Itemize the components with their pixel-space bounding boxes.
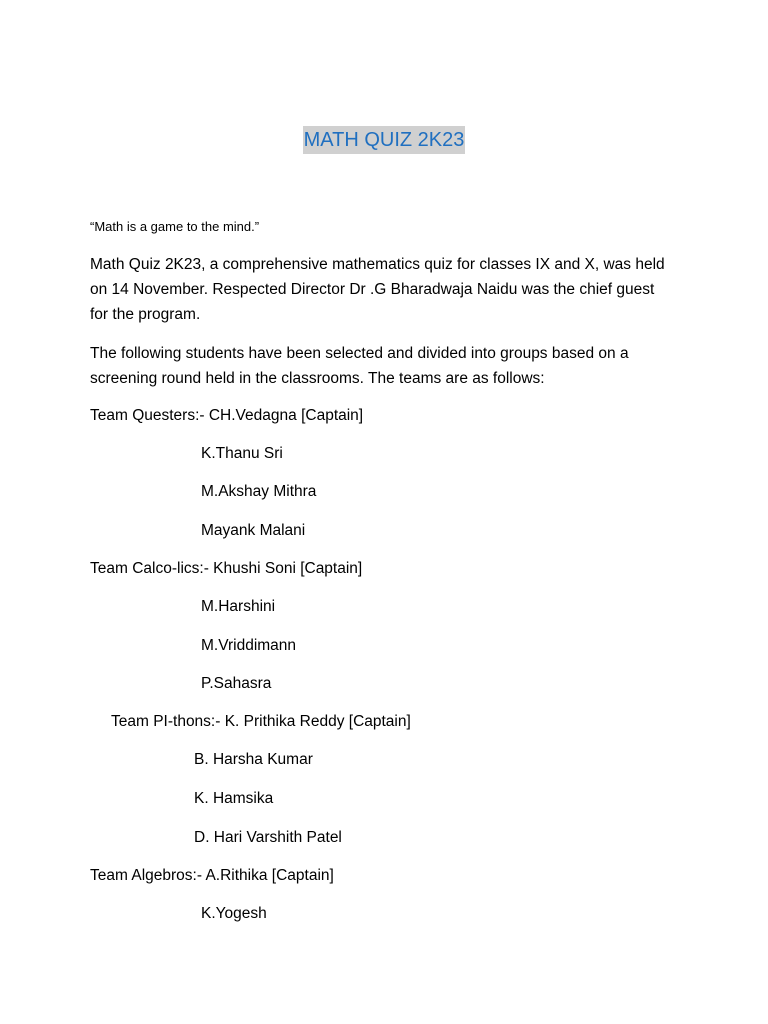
team-calcolics-header: Team Calco-lics:- Khushi Soni [Captain] xyxy=(90,560,363,577)
intro-paragraph xyxy=(90,252,690,327)
team-member: D. Hari Varshith Patel xyxy=(194,829,342,846)
team-member: K.Thanu Sri xyxy=(201,445,283,462)
title-container xyxy=(0,126,768,154)
team-member: P.Sahasra xyxy=(201,675,272,692)
selection-paragraph xyxy=(90,341,690,391)
team-member: Mayank Malani xyxy=(201,522,306,539)
paragraph-line: The following students have been selected and divided into groups based on a xyxy=(90,345,629,362)
paragraph-line: on 14 November. Respected Director Dr .G Bharadwaja Naidu was the chief guest xyxy=(90,281,655,298)
team-member: M.Harshini xyxy=(201,598,276,615)
team-member: M.Vriddimann xyxy=(201,637,297,654)
team-member: M.Akshay Mithra xyxy=(201,483,317,500)
team-member: K.Yogesh xyxy=(201,905,267,922)
team-pithons-header: Team PI-thons:- K. Prithika Reddy [Captain] xyxy=(111,713,411,730)
team-algebros-header: Team Algebros:- A.Rithika [Captain] xyxy=(90,867,334,884)
quote: “Math is a game to the mind.” xyxy=(90,219,260,234)
paragraph-line: Math Quiz 2K23, a comprehensive mathematics quiz for classes IX and X, was held xyxy=(90,256,665,273)
paragraph-line: screening round held in the classrooms. The teams are as follows: xyxy=(90,370,545,387)
page-title: MATH QUIZ 2K23 xyxy=(303,126,466,154)
team-member: K. Hamsika xyxy=(194,790,274,807)
team-questers-header: Team Questers:- CH.Vedagna [Captain] xyxy=(90,407,364,424)
team-member: B. Harsha Kumar xyxy=(194,751,313,768)
paragraph-line: for the program. xyxy=(90,306,201,323)
